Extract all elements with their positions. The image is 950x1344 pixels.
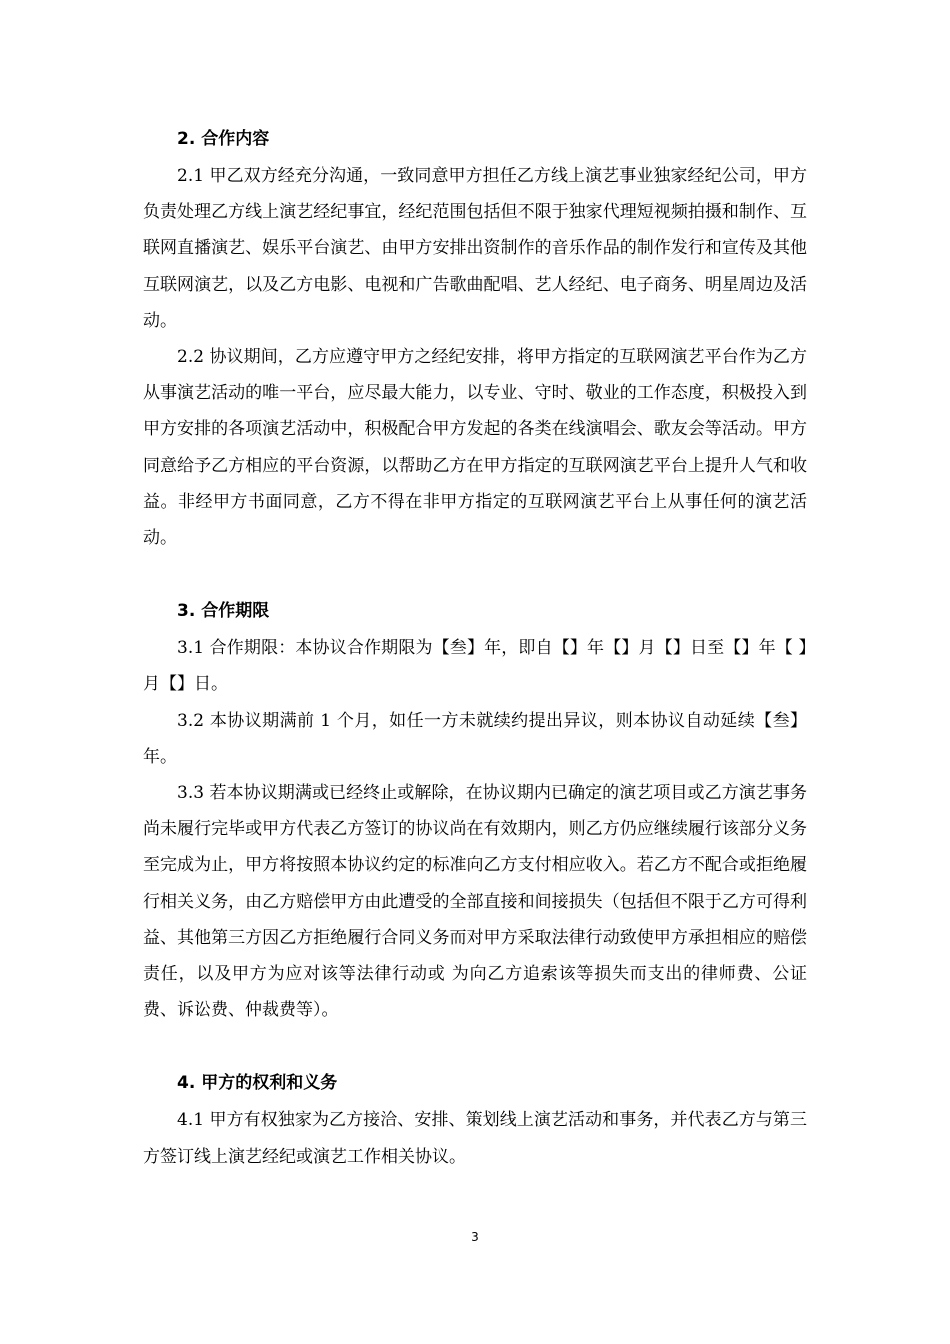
clause-paragraph: 3.2 本协议期满前 1 个月，如任一方未就续约提出异议，则本协议自动延续【叁】年。 — [143, 710, 807, 767]
clause-paragraph: 2.2 协议期间，乙方应遵守甲方之经纪安排，将甲方指定的互联网演艺平台作为乙方从事演艺活动的唯一平台，应尽最大能力，以专业、守时、敬业的工作态度，积极投入到甲方安排的各项演艺活动中，积极配合甲方发起的各类在线演唱会、歌友会等活动。甲方同意给予乙方相应的平台资源，以帮助乙方在甲方指定的互联网演艺平台上提升人气和收益。非经甲方书面同意，乙方不得在非甲方指定的互联网演艺平台上从事任何的演艺活动。 — [143, 347, 807, 549]
section-heading: 2. 合作内容 — [177, 129, 270, 149]
clause-paragraph: 2.1 甲乙双方经充分沟通，一致同意甲方担任乙方线上演艺事业独家经纪公司，甲方负责处理乙方线上演艺经纪事宜，经纪范围包括但不限于独家代理短视频拍摄和制作、互联网直播演艺、娱乐平台演艺、由甲方安排出资制作的音乐作品的制作发行和宣传及其他互联网演艺，以及乙方电影、电视和广告歌曲配唱、艺人经纪、电子商务、明星周边及活动。 — [143, 166, 807, 331]
document-page — [143, 120, 807, 1175]
section-cooperation-term — [143, 592, 807, 1028]
section-spacer — [143, 556, 807, 592]
section-cooperation-content — [143, 120, 807, 556]
clause-paragraph: 3.1 合作期限：本协议合作期限为【叁】年，即自【】年【】月【】日至【】年【 】月【】日。 — [143, 638, 807, 695]
section-heading: 3. 合作期限 — [177, 601, 270, 622]
page-number: 3 — [471, 1230, 479, 1244]
section-heading: 4. 甲方的权利和义务 — [177, 1073, 338, 1094]
section-party-a-rights — [143, 1064, 807, 1174]
clause-paragraph: 3.3 若本协议期满或已经终止或解除，在协议期内已确定的演艺项目或乙方演艺事务尚未履行完毕或甲方代表乙方签订的协议尚在有效期内，则乙方仍应继续履行该部分义务至完成为止，甲方将按照本协议约定的标准向乙方支付相应收入。若乙方不配合或拒绝履行相关义务，由乙方赔偿甲方由此遭受的全部直接和间接损失（包括但不限于乙方可得利益、其他第三方因乙方拒绝履行合同义务而对甲方采取法律行动致使甲方承担相应的赔偿责任，以及甲方为应对该等法律行动或 为向乙方追索该等损失而支出的律师费、公证费、诉讼费、仲裁费等）。 — [143, 783, 807, 1021]
section-spacer — [143, 1028, 807, 1064]
clause-paragraph: 4.1 甲方有权独家为乙方接洽、安排、策划线上演艺活动和事务，并代表乙方与第三方签订线上演艺经纪或演艺工作相关协议。 — [143, 1110, 807, 1167]
